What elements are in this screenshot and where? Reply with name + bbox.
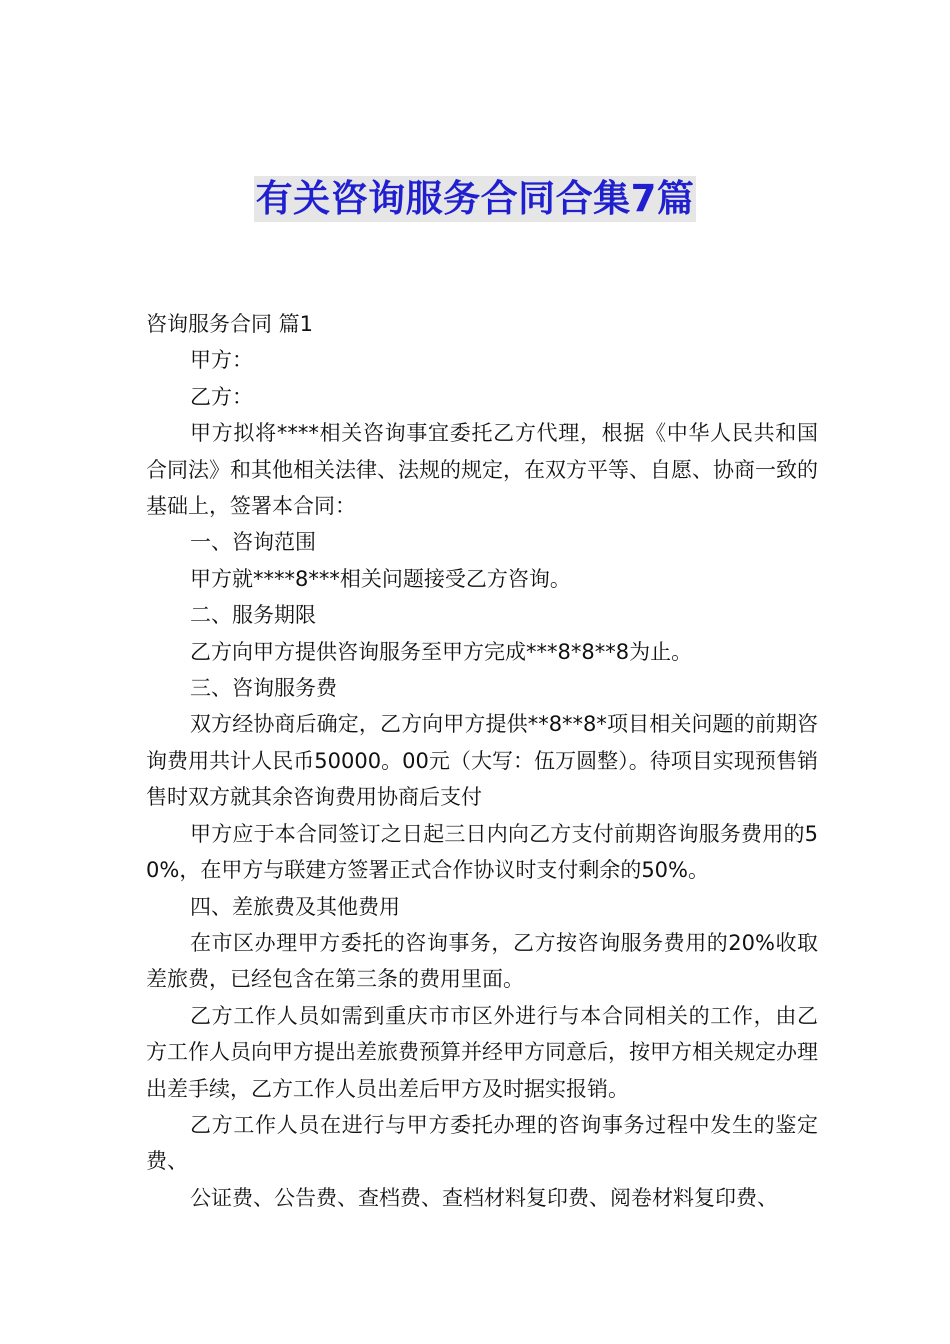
document-body	[146, 306, 818, 1216]
document-title: 有关咨询服务合同合集7篇	[255, 177, 695, 220]
clause-4-paragraph-4: 公证费、公告费、查档费、查档材料复印费、阅卷材料复印费、	[190, 1185, 778, 1210]
clause-heading-2: 二、服务期限	[190, 603, 316, 628]
clause-1-paragraph: 甲方就****8***相关问题接受乙方咨询。	[190, 566, 571, 591]
preamble-paragraph: 甲方拟将****相关咨询事宜委托乙方代理，根据《中华人民共和国合同法》和其他相关法律、法规的规定，在双方平等、自愿、协商一致的基础上，签署本合同：	[146, 421, 818, 519]
section-heading: 咨询服务合同 篇1	[146, 312, 314, 336]
clause-3-paragraph-2: 甲方应于本合同签订之日起三日内向乙方支付前期咨询服务费用的50%，在甲方与联建方签署正式合作协议时支付剩余的50%。	[146, 821, 818, 883]
title-container	[0, 176, 950, 222]
clause-heading-4: 四、差旅费及其他费用	[190, 894, 400, 919]
party-b-label: 乙方：	[190, 384, 253, 409]
clause-2-paragraph: 乙方向甲方提供咨询服务至甲方完成***8*8**8为止。	[190, 639, 693, 664]
party-a-label: 甲方：	[190, 348, 253, 373]
clause-4-paragraph-3: 乙方工作人员在进行与甲方委托办理的咨询事务过程中发生的鉴定费、	[146, 1112, 818, 1174]
clause-heading-3: 三、咨询服务费	[190, 676, 337, 701]
clause-3-paragraph-1: 双方经协商后确定，乙方向甲方提供**8**8*项目相关问题的前期咨询费用共计人民币50000。00元（大写：伍万圆整）。待项目实现预售销售时双方就其余咨询费用协商后支付	[146, 712, 818, 810]
clause-4-paragraph-2: 乙方工作人员如需到重庆市市区外进行与本合同相关的工作，由乙方工作人员向甲方提出差旅费预算并经甲方同意后，按甲方相关规定办理出差手续，乙方工作人员出差后甲方及时据实报销。	[146, 1003, 818, 1101]
clause-heading-1: 一、咨询范围	[190, 530, 316, 555]
clause-4-paragraph-1: 在市区办理甲方委托的咨询事务，乙方按咨询服务费用的20%收取差旅费，已经包含在第三条的费用里面。	[146, 930, 818, 992]
